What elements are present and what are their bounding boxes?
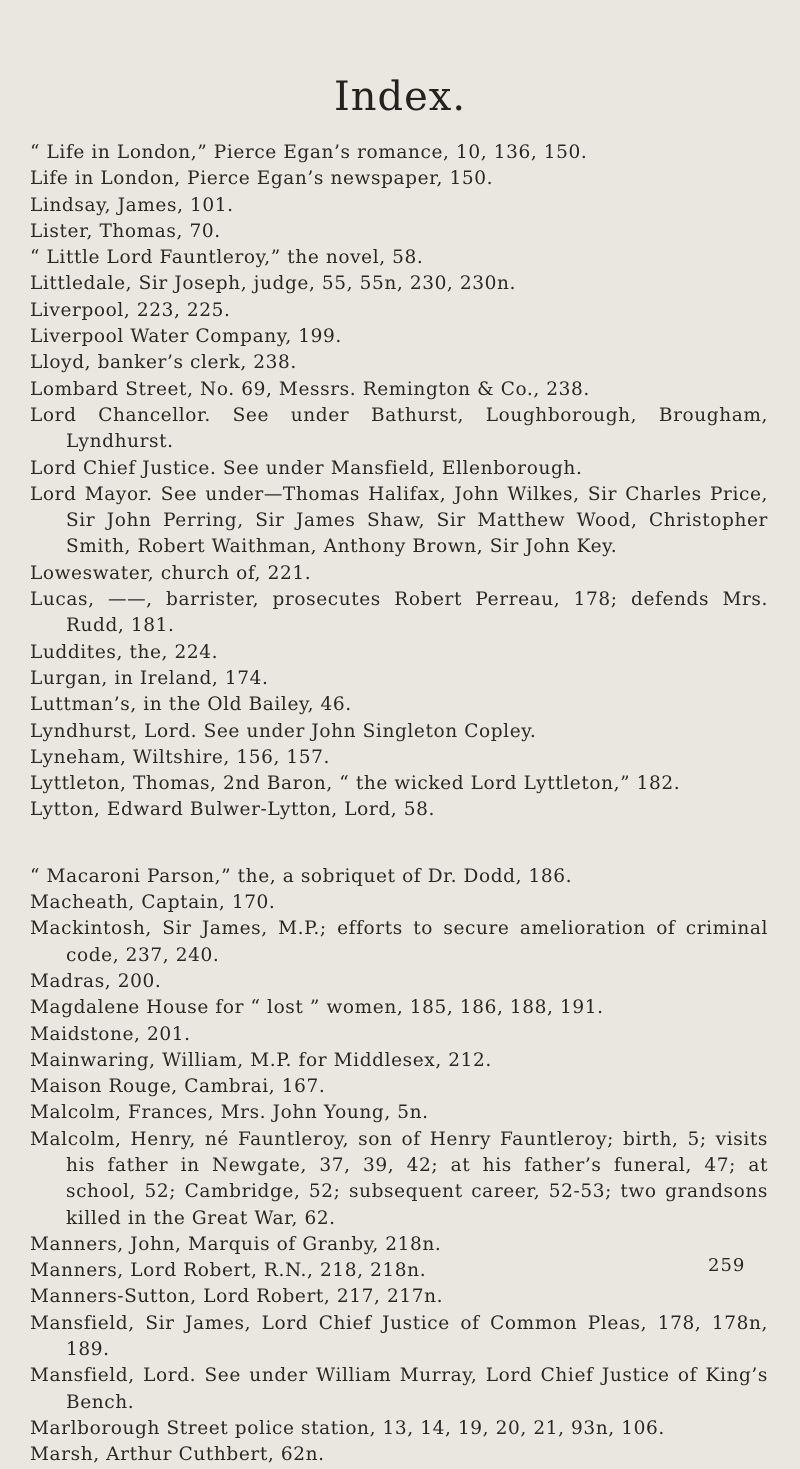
index-entry: Loweswater, church of, 221. <box>30 562 312 584</box>
index-entry: Liverpool Water Company, 199. <box>30 326 342 348</box>
index-entry: Mackintosh, Sir James, M.P.; efforts to secure amelioration of criminal code, 237, 240. <box>30 918 768 966</box>
index-entry: Magdalene House for “ lost ” women, 185, 186, 188, 191. <box>30 997 604 1019</box>
index-entry: Maidstone, 201. <box>30 1023 191 1045</box>
index-entry: Lyttleton, Thomas, 2nd Baron, “ the wicked Lord Lyttleton,” 182. <box>30 773 681 795</box>
index-entry: Life in London, Pierce Egan’s newspaper, 150. <box>30 168 494 190</box>
index-entry: Lyneham, Wiltshire, 156, 157. <box>30 746 331 768</box>
index-entry: Malcolm, Henry, né Fauntleroy, son of Henry Fauntleroy; birth, 5; visits his father in Newgate, 37, 39, 42; at his father’s funeral, 47; at school, 52; Cambridge, 52; subsequent career, 52-53; two grandsons killed in the Great War, 62. <box>30 1128 768 1229</box>
index-entry: Luttman’s, in the Old Bailey, 46. <box>30 694 352 716</box>
index-entry: Lytton, Edward Bulwer-Lytton, Lord, 58. <box>30 799 435 821</box>
index-entry: Lombard Street, No. 69, Messrs. Remington & Co., 238. <box>30 378 590 400</box>
index-entry: Malcolm, Frances, Mrs. John Young, 5n. <box>30 1102 429 1124</box>
index-entry: Lloyd, banker’s clerk, 238. <box>30 352 297 374</box>
index-entry: Lindsay, James, 101. <box>30 194 234 216</box>
index-entry: Lister, Thomas, 70. <box>30 220 221 242</box>
index-entry: Manners, Lord Robert, R.N., 218, 218n. <box>30 1260 427 1282</box>
index-entry: Manners, John, Marquis of Granby, 218n. <box>30 1233 442 1255</box>
index-entry: Marlborough Street police station, 13, 14, 19, 20, 21, 93n, 106. <box>30 1417 665 1439</box>
index-entry: “ Macaroni Parson,” the, a sobriquet of Dr. Dodd, 186. <box>30 865 573 887</box>
index-entry: Littledale, Sir Joseph, judge, 55, 55n, 230, 230n. <box>30 273 517 295</box>
index-entry: “ Little Lord Fauntleroy,” the novel, 58. <box>30 247 424 269</box>
index-entry: Mainwaring, William, M.P. for Middlesex, 212. <box>30 1049 492 1071</box>
index-entry: Lord Chancellor. See under Bathurst, Loughborough, Brougham, Lyndhurst. <box>30 404 768 453</box>
index-entry: Mansfield, Lord. See under William Murray, Lord Chief Justice of King’s Bench. <box>30 1365 768 1413</box>
index-entry: Lurgan, in Ireland, 174. <box>30 667 269 689</box>
index-entry: Madras, 200. <box>30 970 162 992</box>
index-entry: Marsh, Arthur Cuthbert, 62n. <box>30 1444 325 1466</box>
index-entry: Mansfield, Sir James, Lord Chief Justice of Common Pleas, 178, 178n, 189. <box>30 1312 768 1361</box>
index-entry: Lord Mayor. See under—Thomas Halifax, John Wilkes, Sir Charles Price, Sir John Perring, Sir James Shaw, Sir Matthew Wood, Christopher Smith, Robert Waithman, Anthony Brown, Sir John Key. <box>30 483 768 558</box>
index-entries <box>30 140 768 1469</box>
index-entry: Lord Chief Justice. See under Mansfield, Ellenborough. <box>30 457 583 479</box>
index-entry: Liverpool, 223, 225. <box>30 299 231 321</box>
index-entry: Macheath, Captain, 170. <box>30 892 276 914</box>
index-entry: Luddites, the, 224. <box>30 641 219 663</box>
index-entry: Lyndhurst, Lord. See under John Singleton Copley. <box>30 720 537 742</box>
section-gap <box>30 824 768 864</box>
index-entry: “ Life in London,” Pierce Egan’s romance, 10, 136, 150. <box>30 142 588 163</box>
index-entry: Lucas, ——, barrister, prosecutes Robert Perreau, 178; defends Mrs. Rudd, 181. <box>30 589 768 637</box>
page-number: 259 <box>708 1255 746 1276</box>
page-title: Index. <box>333 74 467 120</box>
index-entry: Manners-Sutton, Lord Robert, 217, 217n. <box>30 1286 444 1308</box>
index-entry: Maison Rouge, Cambrai, 167. <box>30 1076 326 1098</box>
